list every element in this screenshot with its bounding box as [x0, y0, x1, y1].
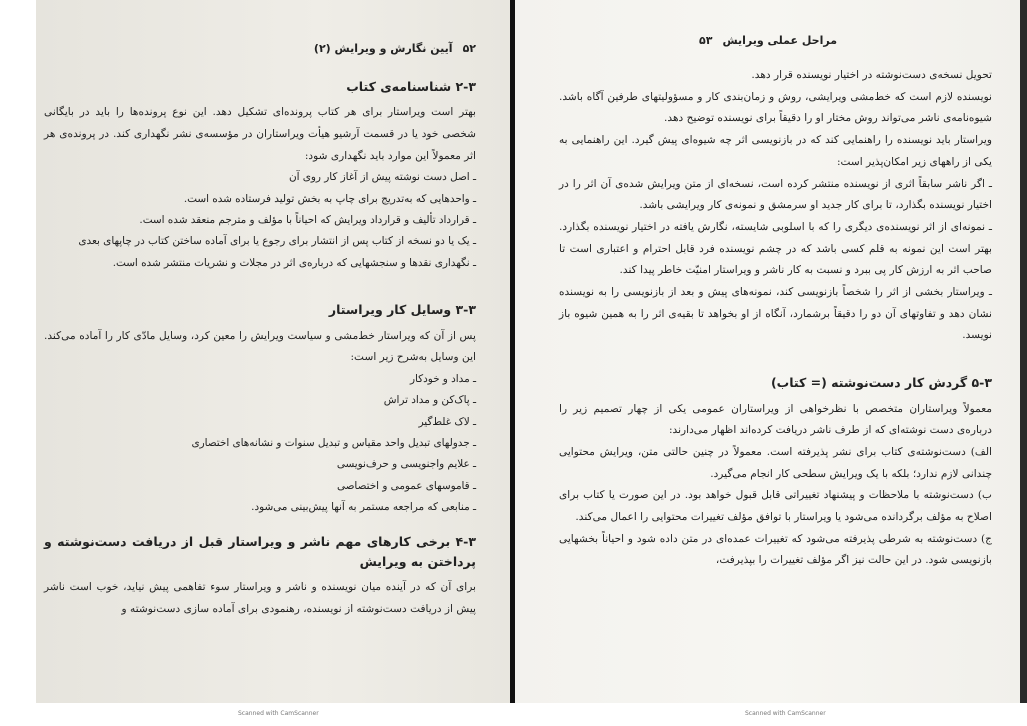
section-3-2-intro: بهتر است ویراستار برای هر کتاب پرونده‌ای تشکیل دهد. این نوع پرونده‌ها را باید در بایگانی شخصی خود یا در قسمت آرشیو هیأت ویراستاران در مؤسسه‌ی نشر نگهداری کند. در پرونده‌ی هر اثر معمولاً این موارد باید نگهداری شود: [44, 106, 476, 162]
section-3-4-intro: برای آن که در آینده میان نویسنده و ناشر و ویراستار سوء تفاهمی پیش نیاید، خوب است ناشر پیش از دریافت دست‌نوشته از نویسنده، رهنمودی برای آماده سازی دست‌نوشته و [44, 580, 476, 615]
section-title-3-4: ۴-۳ برخی کارهای مهم ناشر و ویراستار قبل از دریافت دست‌نوشته و پرداختن به ویرایش [44, 534, 476, 569]
paragraph: نویسنده لازم است که خط‌مشی ویرایشی، روش و زمان‌بندی کار و مسؤولیتهای طرفین آگاه باشد. شیوه‌نامه‌ی ناشر می‌تواند روش مختار او را دقیقاً برای نویسنده توضیح دهد. [559, 90, 992, 125]
list-item: ـ یک یا دو نسخه از کتاب پس از انتشار برای رجوع یا برای آماده ساختن کتاب در چاپهای بعدی [78, 235, 476, 248]
paragraph: ویراستار باید نویسنده را راهنمایی کند که در بازنویسی اثر چه شیوه‌ای پیش گیرد. این راهنمایی به یکی از راههای زیر امکان‌پذیر است: [559, 134, 992, 168]
running-title: آیین نگارش و ویرایش (۲) [313, 42, 453, 55]
scan-footer [0, 703, 1027, 726]
paragraph: ب) دست‌نوشته با ملاحظات و پیشنهاد تغییراتی قابل قبول خواهد بود. در این صورت یا کتاب برای اصلاح به مؤلف برگردانده می‌شود یا ویراستار با توافق مؤلف تغییرات محتوایی را اعمال می‌کند. [559, 489, 992, 524]
list-item: ـ جدولهای تبدیل واحد مقیاس و تبدیل سنوات و نشانه‌های اختصاری [191, 436, 476, 449]
scan-watermark-left: Scanned with CamScanner [238, 710, 319, 717]
list-item: ـ علایم واجنویسی و حرف‌نویسی [336, 458, 476, 471]
section-title-3-5: ۵-۳ گردش کار دست‌نوشته (= کتاب) [770, 375, 992, 391]
list-item: ـ قرارداد تألیف و قرارداد ویرایش که احیاناً با مؤلف و مترجم منعقد شده است. [139, 214, 476, 227]
list-item: ـ اگر ناشر سابقاً اثری از نویسنده منتشر کرده است، نسخه‌ای از متن ویرایش شده‌ی آن اثر را در اختیار نویسنده بگذارد، تا برای کار جدید او سرمشق و نمونه‌ی کار ویرایشی باشد. [559, 177, 992, 212]
section-title-3-2: ۲-۳ شناسنامه‌ی کتاب [346, 79, 476, 94]
right-page [515, 0, 1020, 703]
scan-watermark-right: Scanned with CamScanner [745, 710, 826, 717]
page-number: ۵۲ [462, 42, 476, 55]
list-item: ـ قاموسهای عمومی و اختصاصی [336, 479, 476, 492]
list-item: ـ ویراستار بخشی از اثر را شخصاً بازنویسی کند، نمونه‌های پیش و بعد از بازنویسی را به نویسنده نشان دهد و تفاوتهای آن دو را دقیقاً برشمارد، آنگاه از او بخواهد تا بقیه‌ی اثر را به همین شیوه باز نویسد. [559, 286, 992, 342]
paragraph: معمولاً ویراستاران متخصص با نظرخواهی از ویراستاران عمومی یکی از چهار تصمیم زیر را درباره‌ی دست نوشته‌ای که از طرف ناشر دریافت کرده‌اند اظهار می‌دارند: [559, 402, 992, 437]
list-item: ـ واحدهایی که به‌تدریج برای چاپ به بخش تولید فرستاده شده است. [183, 192, 476, 205]
running-title: مراحل عملی ویرایش [722, 34, 838, 47]
list-item: ـ لاک غلط‌گیر [418, 415, 476, 428]
list-item: ـ نگهداری نقدها و سنجشهایی که درباره‌ی اثر در مجلات و نشریات منتشر شده است. [112, 256, 476, 269]
list-item: ـ اصل دست نوشته پیش از آغاز کار روی آن [288, 171, 476, 184]
paragraph: تحویل نسخه‌ی دست‌نوشته در اختیار نویسنده قرار دهد. [751, 69, 992, 81]
section-title-3-3: ۳-۳ وسایل کار ویراستار [328, 302, 476, 318]
section-3-3-intro: پس از آن که ویراستار خط‌مشی و سیاست ویرایش را معین کرد، وسایل مادّی کار را آماده می‌کند. این وسایل به‌شرح زیر است: [44, 329, 476, 364]
list-item: ـ نمونه‌ای از اثر نویسنده‌ی دیگری را که با اسلوبی شایسته، نگارش یافته در اختیار نویسنده بگذارد. بهتر است این نمونه به قلم کسی باشد که در چشم نویسنده فرد قابل احترام و اعتباری است تا صاحب اثر به ارزش کار پی ببرد و نسبت به کار ناشر و ویراستار امنیّت خاطر پیدا کند. [559, 220, 992, 277]
list-item: ـ منابعی که مراجعه مستمر به آنها پیش‌بینی می‌شود. [251, 500, 476, 513]
list-item: ـ پاک‌کن و مداد تراش [383, 394, 476, 407]
left-margin [0, 0, 36, 703]
left-running-head [44, 42, 476, 55]
right-running-head [699, 34, 992, 47]
list-item: ـ مداد و خودکار [409, 372, 476, 385]
page-number: ۵۳ [699, 34, 713, 47]
paragraph: الف) دست‌نوشته‌ی کتاب برای نشر پذیرفته است. معمولاً در چنین حالتی متن، ویرایش محتوایی چندانی لازم ندارد؛ بلکه با یک ویرایش سطحی کار انجام می‌گیرد. [559, 445, 992, 480]
paragraph: ج) دست‌نوشته به شرطی پذیرفته می‌شود که تغییرات عمده‌ای در متن داده شود و احیاناً بخشهایی بازنویسی شود. در این حالت نیز اگر مؤلف تغییرات را بپذیرفت، [559, 532, 992, 567]
left-page [36, 0, 510, 703]
